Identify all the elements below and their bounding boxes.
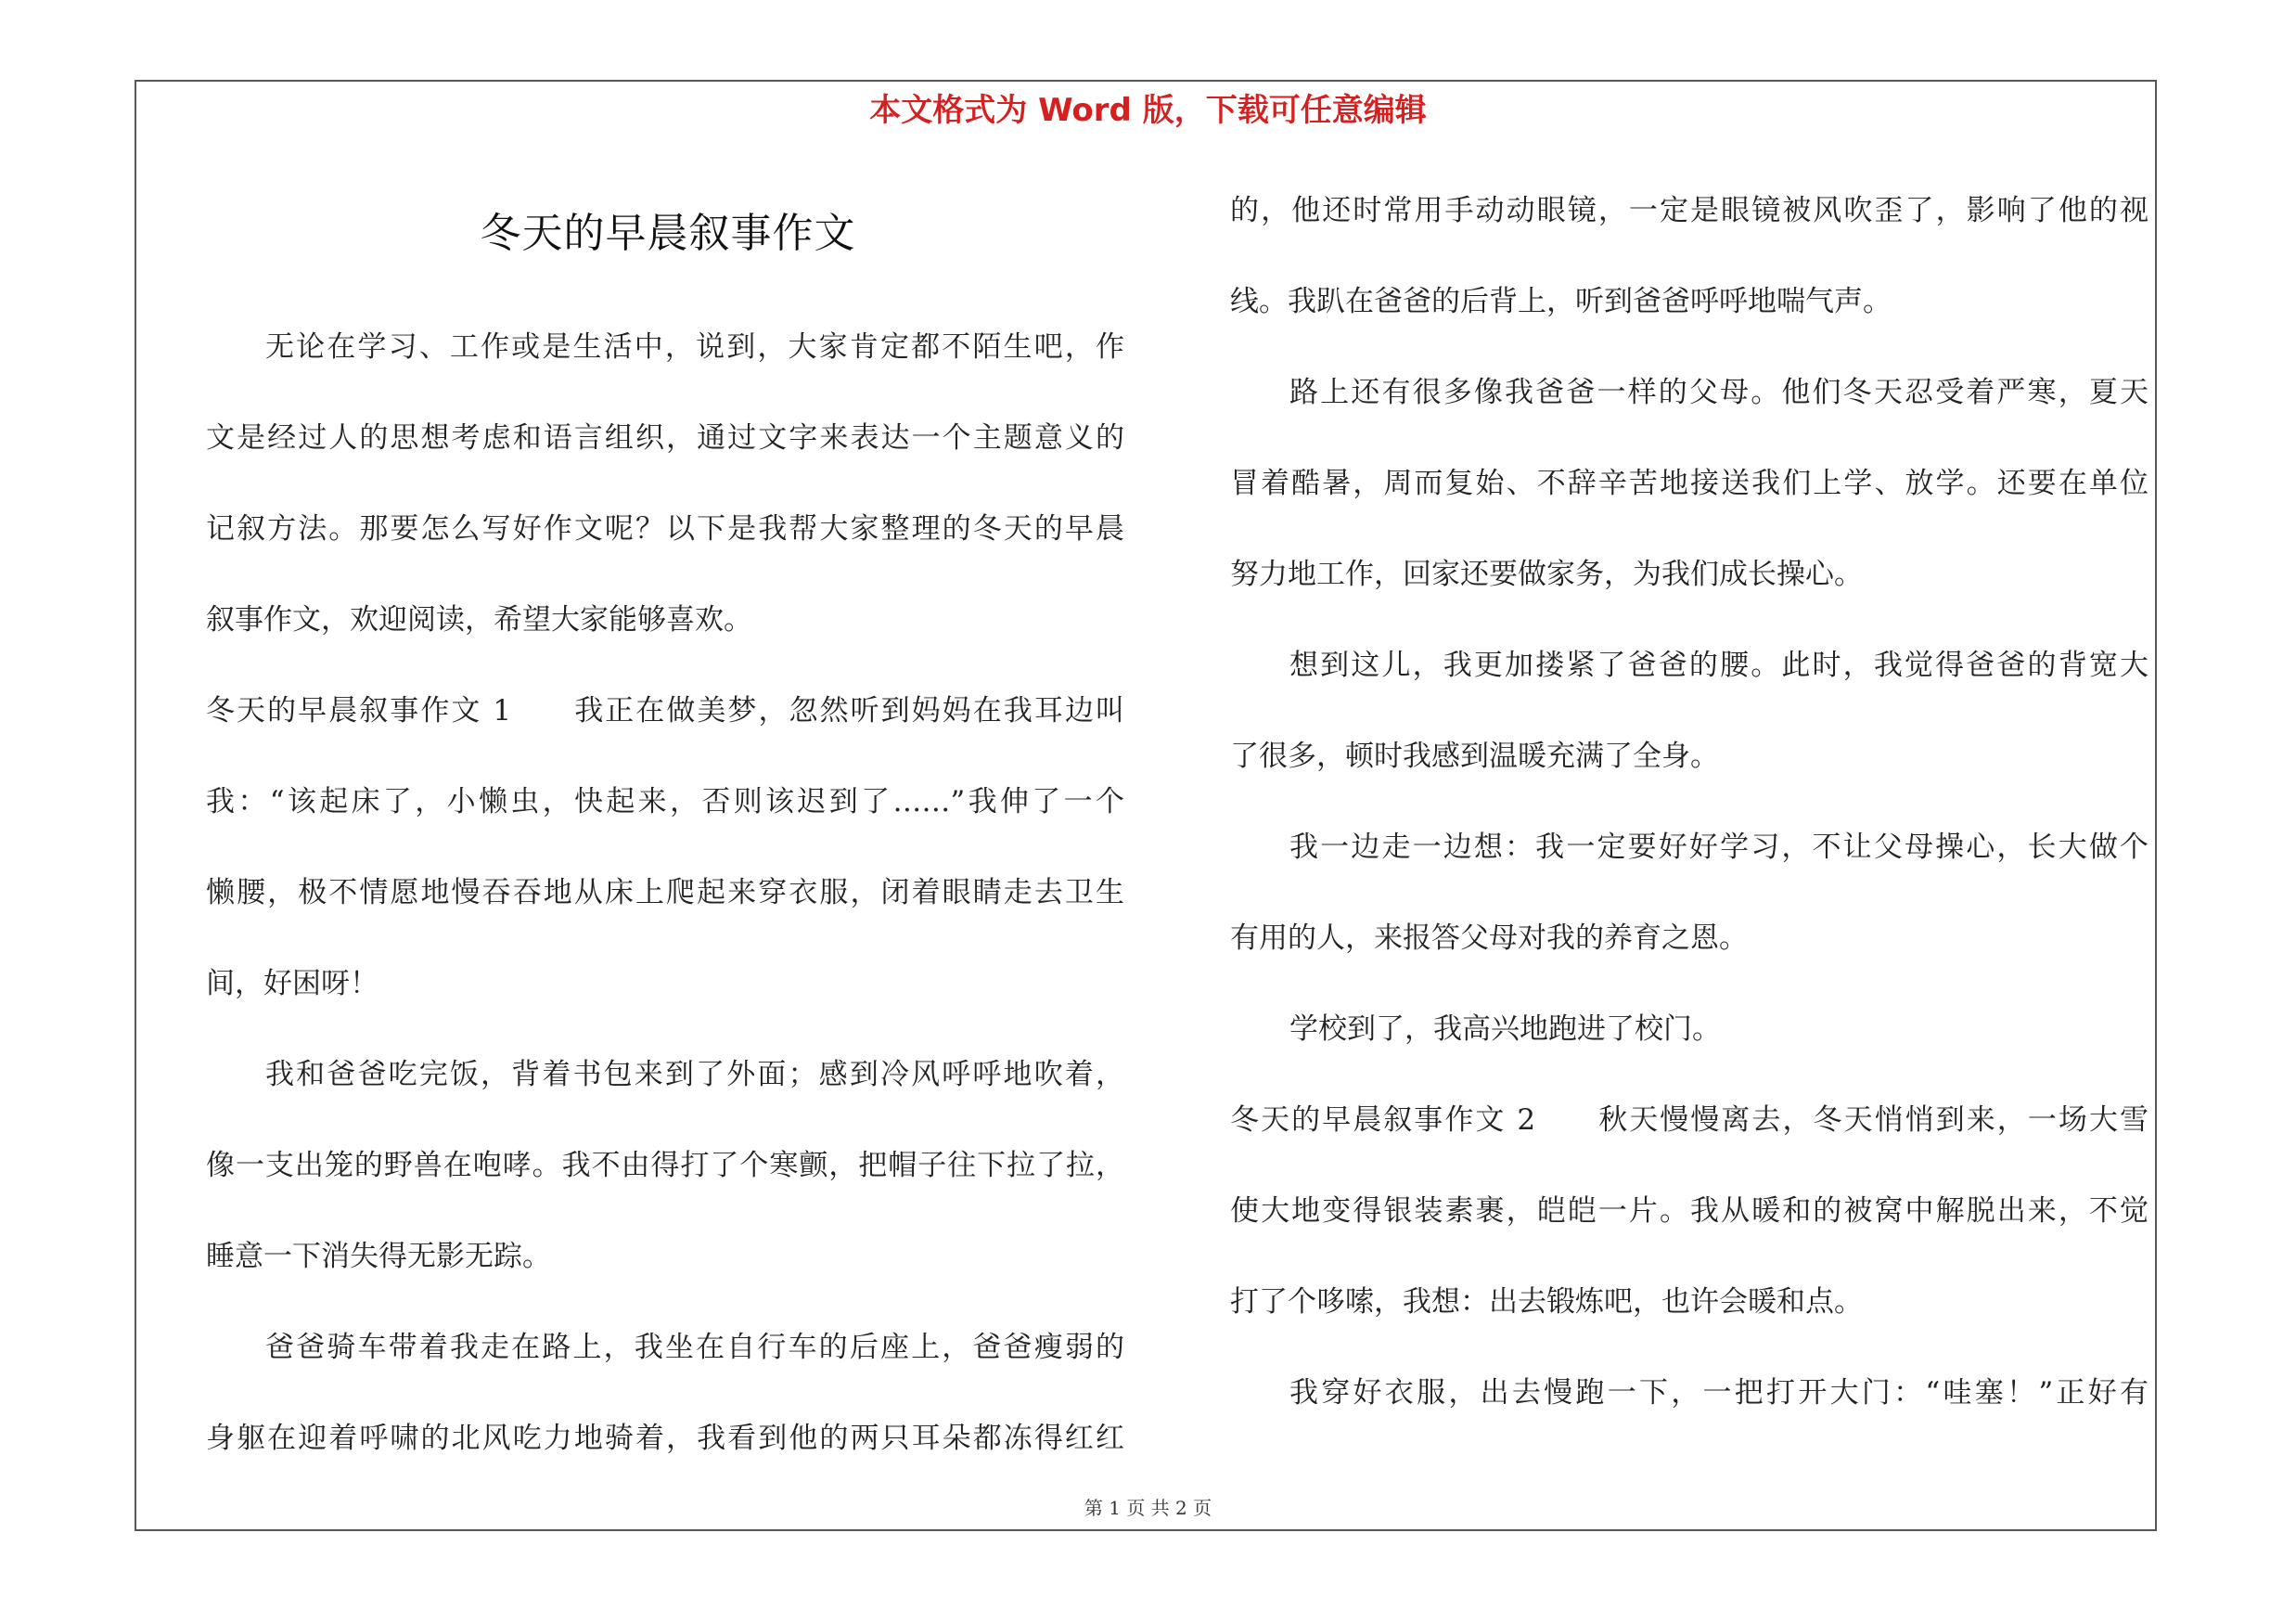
text-line: 记叙方法。那要怎么写好作文呢？以下是我帮大家整理的冬天的早晨 — [206, 512, 1124, 546]
text-line: 我：“该起床了，小懒虫，快起来，否则该迟到了……”我伸了一个 — [206, 785, 1124, 818]
text-line: 我一边走一边想：我一定要好好学习，不让父母操心，长大做个 — [1289, 831, 2148, 864]
text-line: 睡意一下消失得无影无踪。 — [206, 1240, 551, 1273]
text-line: 路上还有很多像我爸爸一样的父母。他们冬天忍受着严寒，夏天 — [1289, 376, 2148, 409]
text-line: 线。我趴在爸爸的后背上，听到爸爸呼呼地喘气声。 — [1230, 285, 1892, 318]
text-line: 了很多，顿时我感到温暖充满了全身。 — [1230, 740, 1719, 773]
text-line: 想到这儿，我更加搂紧了爸爸的腰。此时，我觉得爸爸的背宽大 — [1289, 649, 2148, 682]
page-number-footer: 第 1 页 共 2 页 — [1084, 1497, 1212, 1519]
text-line: 打了个哆嗦，我想：出去锻炼吧，也许会暖和点。 — [1230, 1285, 1863, 1319]
text-line: 爸爸骑车带着我走在路上，我坐在自行车的后座上，爸爸瘦弱的 — [265, 1331, 1124, 1364]
left-text-column — [206, 319, 1124, 1501]
text-line: 的，他还时常用手动动眼镜，一定是眼镜被风吹歪了，影响了他的视 — [1230, 194, 2148, 227]
text-line: 我和爸爸吃完饭，背着书包来到了外面；感到冷风呼呼地吹着， — [265, 1058, 1124, 1091]
text-line: 叙事作文，欢迎阅读，希望大家能够喜欢。 — [206, 603, 752, 637]
text-line: 冒着酷暑，周而复始、不辞辛苦地接送我们上学、放学。还要在单位 — [1230, 467, 2148, 500]
text-line: 懒腰，极不情愿地慢吞吞地从床上爬起来穿衣服，闭着眼睛走去卫生 — [206, 876, 1124, 909]
right-text-column — [1230, 183, 2148, 1456]
text-line: 无论在学习、工作或是生活中，说到，大家肯定都不陌生吧，作 — [265, 330, 1124, 364]
text-line: 我穿好衣服，出去慢跑一下，一把打开大门：“哇塞！”正好有 — [1289, 1376, 2148, 1410]
text-line: 文是经过人的思想考虑和语言组织，通过文字来表达一个主题意义的 — [206, 421, 1124, 455]
text-line: 间，好困呀！ — [206, 967, 378, 1000]
word-format-banner: 本文格式为 Word 版，下载可任意编辑 — [869, 92, 1427, 129]
document-title: 冬天的早晨叙事作文 — [480, 210, 856, 257]
text-line: 努力地工作，回家还要做家务，为我们成长操心。 — [1230, 558, 1863, 591]
text-line: 有用的人，来报答父母对我的养育之恩。 — [1230, 921, 1748, 955]
text-line: 身躯在迎着呼啸的北风吃力地骑着，我看到他的两只耳朵都冻得红红 — [206, 1422, 1124, 1455]
text-line: 冬天的早晨叙事作文 1 我正在做美梦，忽然听到妈妈在我耳边叫 — [206, 694, 1124, 728]
text-line: 冬天的早晨叙事作文 2 秋天慢慢离去，冬天悄悄到来，一场大雪 — [1230, 1103, 2148, 1137]
text-line: 像一支出笼的野兽在咆哮。我不由得打了个寒颤，把帽子往下拉了拉， — [206, 1149, 1124, 1182]
text-line: 使大地变得银装素裹，皑皑一片。我从暖和的被窝中解脱出来，不觉 — [1230, 1194, 2148, 1228]
text-line: 学校到了，我高兴地跑进了校门。 — [1289, 1012, 1721, 1046]
